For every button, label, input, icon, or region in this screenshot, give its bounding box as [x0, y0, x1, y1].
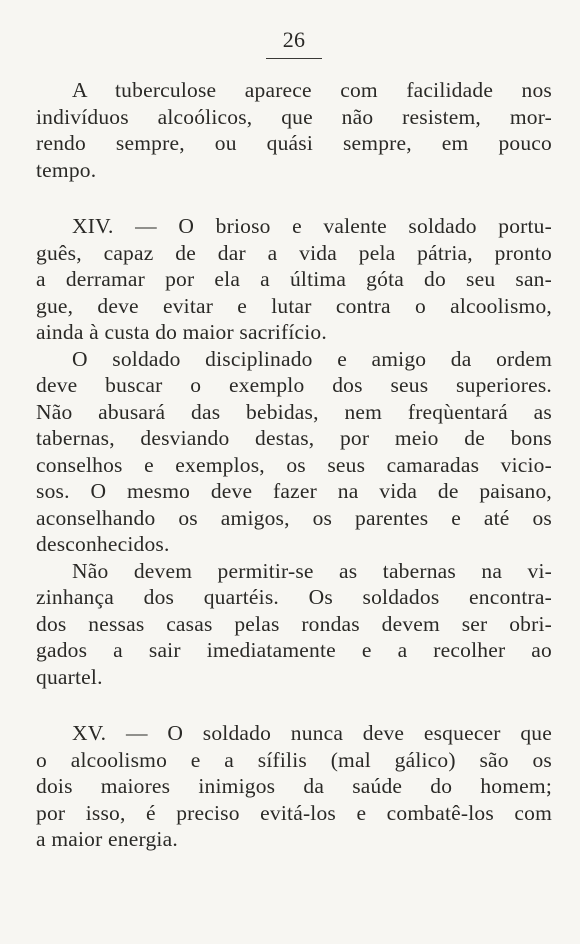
text-line: tabernas, desviando destas, por meio de bons: [36, 426, 552, 450]
text-line: A tuberculose aparece com facilidade nos: [72, 78, 552, 102]
text-line: conselhos e exemplos, os seus camaradas vicio-: [36, 452, 552, 477]
section-spacer: [36, 183, 552, 213]
text-line: gados a sair imediatamente e a recolher ao: [36, 638, 552, 662]
text-line: zinhança dos quartéis. Os soldados encontra-: [36, 585, 552, 609]
paragraph-disciplined-soldier: [36, 346, 552, 558]
paragraph-tuberculosis: [36, 77, 552, 183]
paragraph-section-xv: [36, 720, 552, 853]
text-line: indivíduos alcoólicos, que não resistem, mor-: [36, 104, 552, 129]
text-line: sos. O mesmo deve fazer na vida de paisano,: [36, 479, 552, 503]
text-line: quartel.: [36, 664, 103, 689]
text-line: deve buscar o exemplo dos seus superiores.: [36, 373, 552, 397]
section-spacer: [36, 690, 552, 720]
text-line: dois maiores inimigos da saúde do homem;: [36, 774, 552, 798]
page-number: 26: [282, 27, 306, 52]
text-line: rendo sempre, ou quási sempre, em pouco: [36, 131, 552, 155]
text-line: desconhecidos.: [36, 532, 170, 556]
paragraph-section-xiv: [36, 213, 552, 346]
text-line: Não devem permitir-se as tabernas na vi-: [72, 558, 552, 583]
text-line: a derramar por ela a última góta do seu san-: [36, 267, 552, 291]
text-line: Não abusará das bebidas, nem freqùentará as: [36, 399, 552, 424]
text-line: XIV. — O brioso e valente soldado portu-: [72, 214, 552, 238]
text-line: aconselhando os amigos, os parentes e até os: [36, 505, 552, 530]
text-line: gue, deve evitar e lutar contra o alcoolismo,: [36, 293, 552, 318]
paragraph-taverns: [36, 558, 552, 691]
text-line: guês, capaz de dar a vida pela pátria, pronto: [36, 240, 552, 265]
text-line: por isso, é preciso evitá-los e combatê-los com: [36, 800, 552, 825]
text-line: a maior energia.: [36, 827, 178, 851]
text-line: dos nessas casas pelas rondas devem ser obri-: [36, 611, 552, 636]
text-line: O soldado disciplinado e amigo da ordem: [72, 346, 552, 371]
text-line: o alcoolismo e a sífilis (mal gálico) são os: [36, 747, 552, 772]
text-line: ainda à custa do maior sacrifício.: [36, 320, 327, 344]
page-number-rule: [266, 58, 322, 59]
text-line: tempo.: [36, 157, 97, 182]
text-line: XV. — O soldado nunca deve esquecer que: [72, 721, 552, 745]
